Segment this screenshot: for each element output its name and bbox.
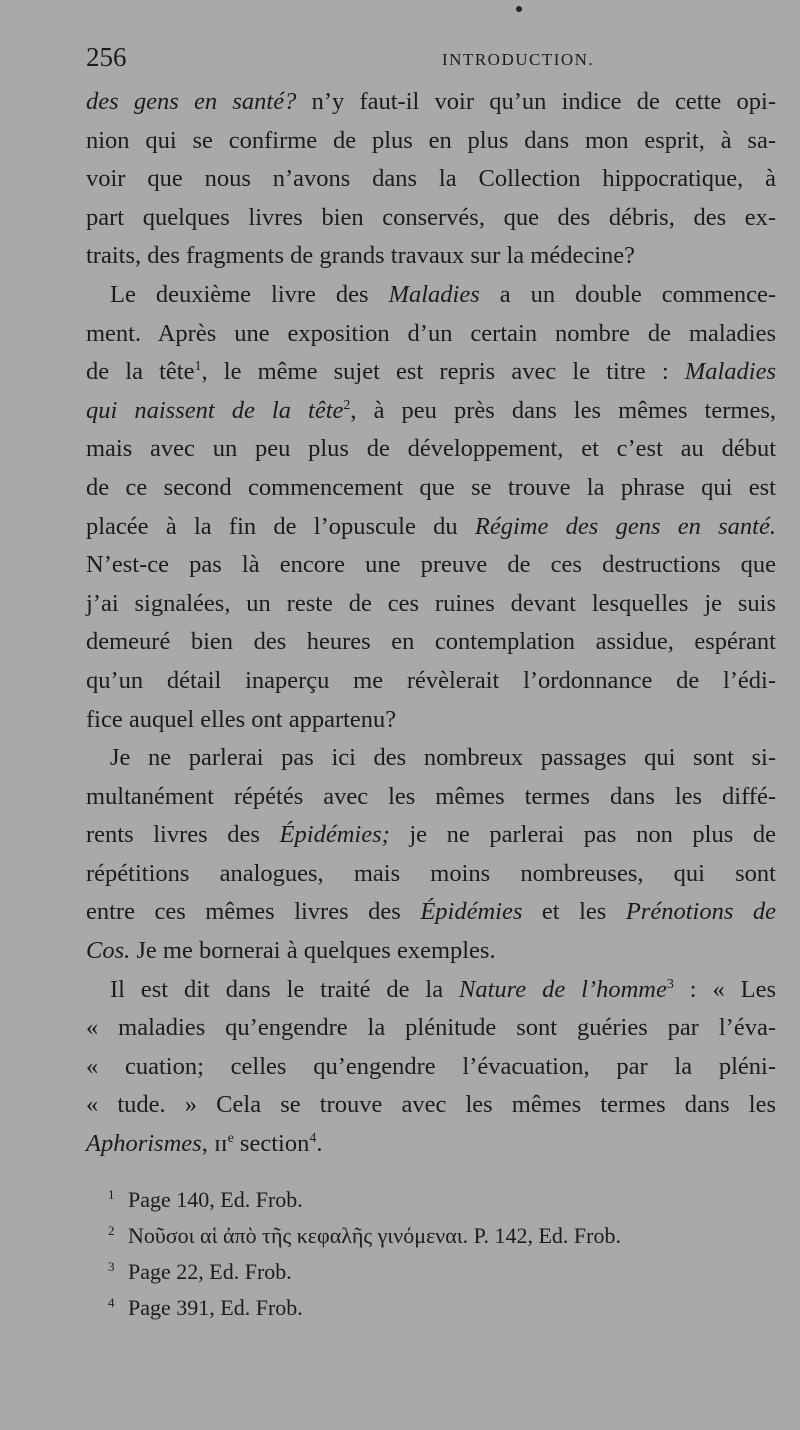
text-run: a un double commence- [479,280,776,308]
text-run: , le même sujet est repris avec le titre : [201,358,685,386]
text-run: , à peu près dans les mêmes termes, [350,396,776,424]
footnote-text: Page 140, Ed. Frob. [128,1187,303,1212]
text-line [86,662,776,701]
text-run: je ne parlerai pas non plus de [389,821,777,849]
italic-text: Maladies [684,358,776,386]
text-run: rents livres des [86,821,280,849]
text-run: multanément répétés avec les mêmes termes dans les diffé- [86,782,776,810]
text-line [86,701,776,740]
text-line [86,430,776,469]
text-run: Je me bornerai à quelques exemples. [130,937,496,965]
text-line [86,816,776,855]
text-line [86,623,776,662]
text-run: Le deuxième livre des [110,280,389,308]
text-run: nion qui se confirme de plus en plus dans mon esprit, à sa- [86,126,776,154]
text-line [86,237,776,276]
text-run: section [233,1130,310,1158]
text-run: n’y faut-il voir qu’un indice de cette opi- [296,88,776,115]
text-line [86,893,776,932]
text-run: Il est dit dans le traité de la [110,975,460,1003]
italic-text: Aphorismes [86,1130,202,1158]
text-run: ment. Après une exposition d’un certain nombre de maladies [86,319,776,347]
footnote-reference: 1 [194,359,202,375]
text-run: demeuré bien des heures en contemplation assidue, espérant [86,628,776,656]
text-run: « tude. » Cela se trouve avec les mêmes termes dans les [86,1091,776,1119]
text-line [86,585,776,624]
text-line [86,508,776,547]
text-line [86,1048,776,1087]
text-line [86,353,776,392]
text-run: part quelques livres bien conservés, que des débris, des ex- [86,203,776,231]
footnote: 3 Page 22, Ed. Frob. [108,1259,292,1284]
text-line [86,392,776,431]
text-run: et les [522,898,626,926]
text-line [86,83,776,122]
footnote-reference: 3 [666,976,674,992]
italic-text: Maladies [388,280,480,308]
italic-text: Régime des gens en santé. [474,512,776,540]
italic-text: Prénotions de [625,898,776,926]
text-run: N’est-ce pas là encore une preuve de ces destructions que [86,551,776,579]
footnote: 1 Page 140, Ed. Frob. [108,1187,303,1212]
text-run: de ce second commencement que se trouve la phrase qui est [86,473,776,501]
print-speck [516,6,522,12]
footnote-text: Page 391, Ed. Frob. [128,1295,303,1320]
footnote-reference: 2 [343,397,351,413]
italic-text: Nature de l’homme [459,975,667,1003]
text-line [86,1125,776,1164]
text-line [86,315,776,354]
running-title: INTRODUCTION. [442,50,595,69]
text-line [86,778,776,817]
footnote-text: Νοῦσοι αἱ ἀπὸ τῆς κεφαλῆς γινόμεναι. P. 142, Ed. Frob. [128,1223,621,1248]
footnote-reference: 4 [309,1131,317,1147]
text-run: traits, des fragments de grands travaux sur la médecine? [86,242,636,270]
footnotes [108,1182,768,1326]
italic-text: Épidémies [420,898,523,926]
footnote: 4 Page 391, Ed. Frob. [108,1295,303,1320]
footnote-text: Page 22, Ed. Frob. [128,1259,292,1284]
italic-text: des gens en santé? [86,88,297,115]
text-run: de la tête [86,358,195,386]
italic-text: Épidémies; [279,821,390,849]
text-run: fice auquel elles ont appartenu? [86,705,397,733]
footnote-reference: e [227,1131,234,1147]
text-line [86,971,776,1010]
text-line [86,122,776,161]
text-run: qu’un détail inaperçu me révèlerait l’ordonnance de l’édi- [86,666,776,694]
text-run: mais avec un peu plus de développement, et c’est au début [86,435,776,463]
page-number: 256 [86,42,127,72]
text-line [86,739,776,778]
text-run: entre ces mêmes livres des [86,898,421,926]
text-run: j’ai signalées, un reste de ces ruines devant lesquelles je suis [86,589,776,617]
text-line [86,1009,776,1048]
text-run: , ɪɪ [201,1130,228,1158]
text-run: Je ne parlerai pas ici des nombreux passages qui sont si- [110,744,776,772]
body-text [86,83,776,1164]
text-line [86,932,776,971]
text-run: « cuation; celles qu’engendre l’évacuation, par la pléni- [86,1052,776,1080]
italic-text: qui naissent de la tête [86,396,344,424]
text-run: voir que nous n’avons dans la Collection hippocratique, à [86,165,776,193]
text-line [86,276,776,315]
text-line [86,199,776,238]
text-line [86,1086,776,1125]
footnote: 2 Νοῦσοι αἱ ἀπὸ τῆς κεφαλῆς γινόμεναι. P. 142, Ed. Frob. [108,1223,621,1248]
page-header [86,40,776,80]
text-run: répétitions analogues, mais moins nombreuses, qui sont [86,859,776,887]
text-run: : « Les [673,975,776,1003]
text-line [86,160,776,199]
text-line [86,546,776,585]
text-run: « maladies qu’engendre la plénitude sont guéries par l’éva- [86,1014,776,1042]
text-line [86,469,776,508]
text-run: . [316,1130,323,1158]
text-run: placée à la fin de l’opuscule du [86,512,475,540]
italic-text: Cos. [86,937,131,965]
text-line [86,855,776,894]
